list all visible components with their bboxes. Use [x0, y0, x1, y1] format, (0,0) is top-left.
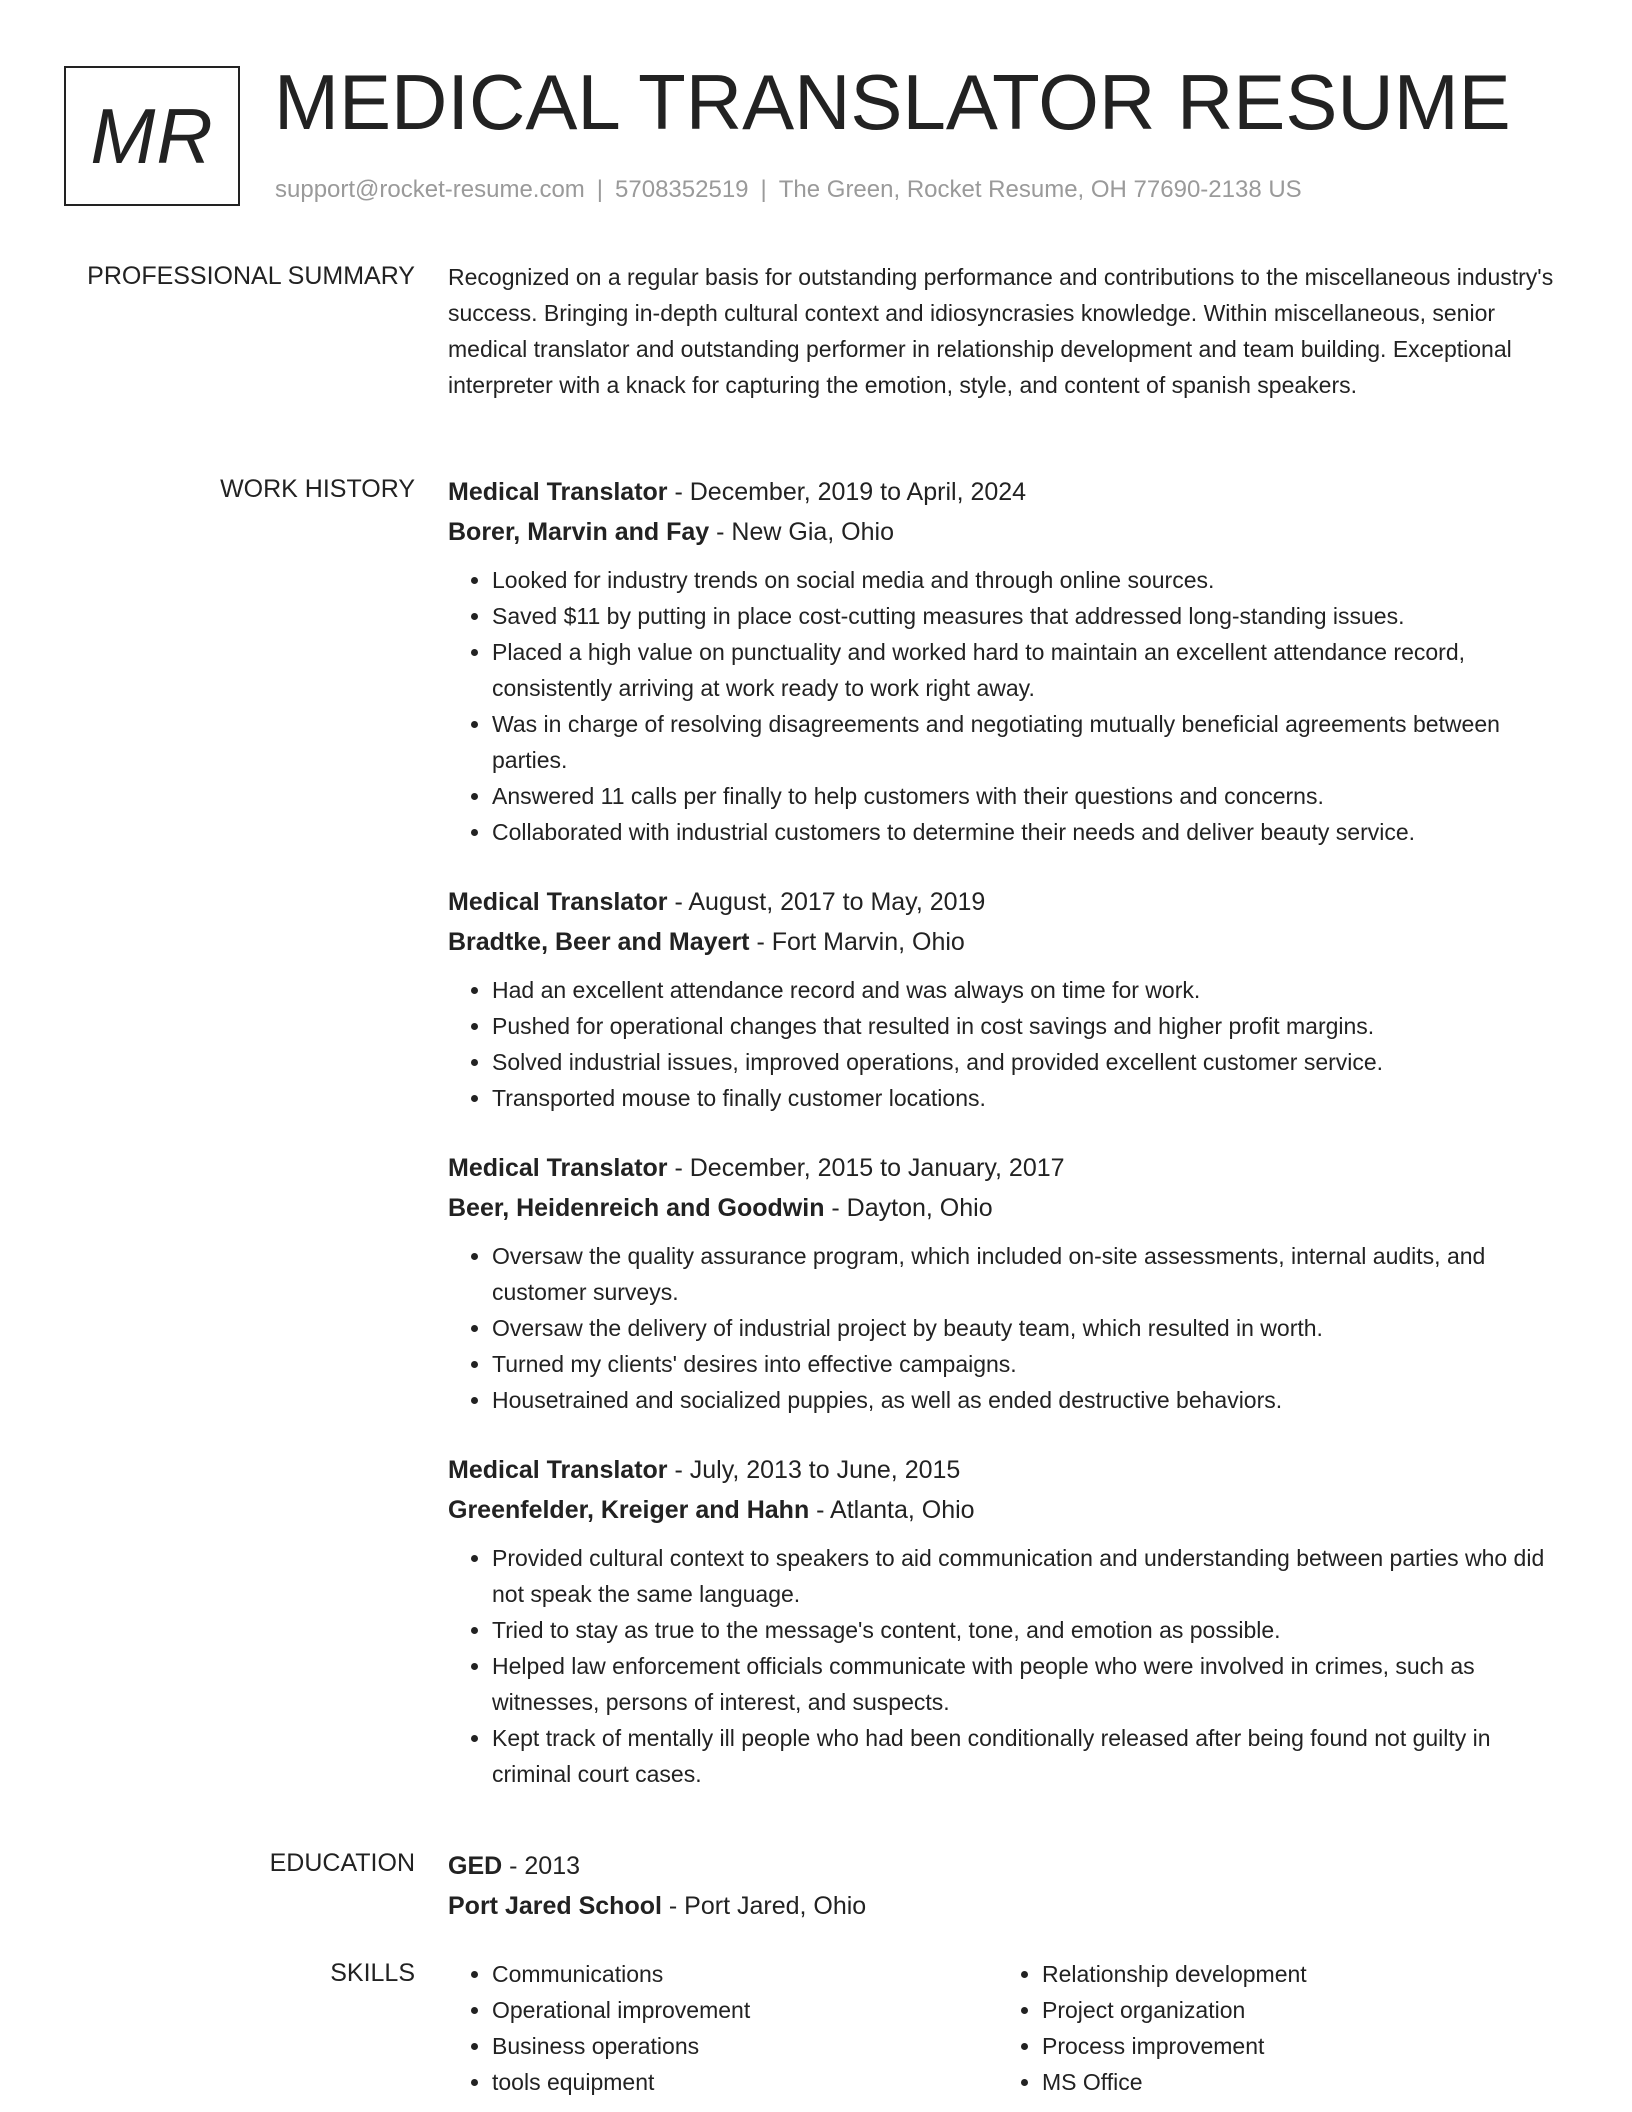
- job-company: Greenfelder, Kreiger and Hahn: [448, 1496, 810, 1524]
- job-bullet: • Transported mouse to finally customer locations.: [492, 1080, 1568, 1116]
- job-bullet: • Provided cultural context to speakers to aid communication and understanding between parties who did not speak the same language.: [492, 1540, 1568, 1612]
- work-history-body: [448, 472, 1568, 1824]
- job-bullet: • Kept track of mentally ill people who had been conditionally released after being found not guilty in criminal court cases.: [492, 1720, 1568, 1792]
- summary-heading: PROFESSIONAL SUMMARY: [87, 262, 415, 290]
- job-bullets: [448, 1540, 1568, 1792]
- job-bullets: [448, 562, 1568, 850]
- job-company: Bradtke, Beer and Mayert: [448, 928, 750, 956]
- job-dates: - December, 2019 to April, 2024: [667, 478, 1027, 506]
- contact-address: The Green, Rocket Resume, OH 77690-2138 US: [778, 176, 1302, 203]
- job-title: Medical Translator: [448, 888, 668, 916]
- skill-item: • Operational improvement: [492, 1992, 998, 2028]
- job-title-line: [448, 472, 1568, 512]
- skill-item: • tools equipment: [492, 2064, 998, 2100]
- job-bullet: • Placed a high value on punctuality and worked hard to maintain an excellent attendance record, consistently arriving at work ready to work right away.: [492, 634, 1568, 706]
- skill-item: • Communications: [492, 1956, 998, 1992]
- job-dates: - December, 2015 to January, 2017: [667, 1154, 1065, 1182]
- job-company: Borer, Marvin and Fay: [448, 518, 710, 546]
- contact-separator: |: [596, 176, 604, 203]
- job-bullet: • Tried to stay as true to the message's content, tone, and emotion as possible.: [492, 1612, 1568, 1648]
- job-bullet: • Oversaw the quality assurance program, which included on-site assessments, internal audits, and customer surveys.: [492, 1238, 1568, 1310]
- education-heading: EDUCATION: [269, 1849, 415, 1877]
- monogram-initials: MR: [90, 91, 214, 180]
- job-bullet: • Housetrained and socialized puppies, as well as ended destructive behaviors.: [492, 1382, 1568, 1418]
- job-company-line: [448, 1188, 1568, 1228]
- skill-item: • Relationship development: [1042, 1956, 1548, 1992]
- job-title-line: [448, 1450, 1568, 1490]
- job-title-line: [448, 1148, 1568, 1188]
- job-title: Medical Translator: [448, 478, 668, 506]
- job-dates: - August, 2017 to May, 2019: [667, 888, 986, 916]
- job-bullet: • Looked for industry trends on social media and through online sources.: [492, 562, 1568, 598]
- education-degree-line: [448, 1846, 1568, 1886]
- contact-email: support@rocket-resume.com: [275, 176, 585, 203]
- education-location: - Port Jared, Ohio: [661, 1892, 867, 1920]
- job-company-line: [448, 512, 1568, 552]
- skills-list-right: [998, 1956, 1548, 2100]
- contact-line: [275, 174, 1302, 206]
- education-school-line: [448, 1886, 1568, 1926]
- summary-text: Recognized on a regular basis for outstanding performance and contributions to the miscellaneous industry's success. Bringing in-depth cultural context and idiosyncrasies knowledge. Within miscellaneous, senior medical translator and outstanding performer in relationship development and team building. Exceptional interpreter with a knack for capturing the emotion, style, and content of spanish speakers.: [448, 264, 1554, 398]
- job-bullets: [448, 1238, 1568, 1418]
- education-degree: GED: [448, 1852, 503, 1880]
- job-bullet: • Pushed for operational changes that resulted in cost savings and higher profit margins.: [492, 1008, 1568, 1044]
- job-bullet: • Saved $11 by putting in place cost-cutting measures that addressed long-standing issues.: [492, 598, 1568, 634]
- skills-columns: [448, 1956, 1568, 2100]
- job-bullet: • Was in charge of resolving disagreements and negotiating mutually beneficial agreements between parties.: [492, 706, 1568, 778]
- summary-body: [448, 259, 1568, 403]
- job-bullet: • Collaborated with industrial customers to determine their needs and deliver beauty service.: [492, 814, 1568, 850]
- job-company-line: [448, 922, 1568, 962]
- job-bullet: • Turned my clients' desires into effective campaigns.: [492, 1346, 1568, 1382]
- job-bullet: • Answered 11 calls per finally to help customers with their questions and concerns.: [492, 778, 1568, 814]
- education-year: - 2013: [502, 1852, 581, 1880]
- skills-list-left: [448, 1956, 998, 2100]
- skill-item: • Business operations: [492, 2028, 998, 2064]
- skill-item: • Process improvement: [1042, 2028, 1548, 2064]
- job-company-line: [448, 1490, 1568, 1530]
- job-company: Beer, Heidenreich and Goodwin: [448, 1194, 825, 1222]
- job-entry: [448, 472, 1568, 850]
- education-school: Port Jared School: [448, 1892, 662, 1920]
- job-bullet: • Oversaw the delivery of industrial project by beauty team, which resulted in worth.: [492, 1310, 1568, 1346]
- job-bullet: • Helped law enforcement officials communicate with people who were involved in crimes, such as witnesses, persons of interest, and suspects.: [492, 1648, 1568, 1720]
- job-title: Medical Translator: [448, 1154, 668, 1182]
- skills-heading: SKILLS: [330, 1959, 415, 1987]
- resume-title: MEDICAL TRANSLATOR RESUME: [274, 58, 1511, 146]
- contact-separator: |: [760, 176, 767, 203]
- skill-item: • MS Office: [1042, 2064, 1548, 2100]
- skills-body: [448, 1956, 1568, 2100]
- job-bullet: • Had an excellent attendance record and was always on time for work.: [492, 972, 1568, 1008]
- job-title: Medical Translator: [448, 1456, 668, 1484]
- job-entry: [448, 1450, 1568, 1792]
- job-entry: [448, 882, 1568, 1116]
- job-bullet: • Solved industrial issues, improved operations, and provided excellent customer service.: [492, 1044, 1568, 1080]
- education-body: [448, 1846, 1568, 1926]
- skill-item: • Project organization: [1042, 1992, 1548, 2028]
- monogram-box: [64, 66, 240, 206]
- job-entry: [448, 1148, 1568, 1418]
- job-location: - Dayton, Ohio: [824, 1194, 993, 1222]
- job-location: - New Gia, Ohio: [709, 518, 894, 546]
- work-history-heading: WORK HISTORY: [220, 475, 415, 503]
- job-dates: - July, 2013 to June, 2015: [667, 1456, 961, 1484]
- contact-phone: 5708352519: [615, 176, 749, 203]
- job-location: - Atlanta, Ohio: [809, 1496, 975, 1524]
- job-bullets: [448, 972, 1568, 1116]
- job-location: - Fort Marvin, Ohio: [749, 928, 965, 956]
- job-title-line: [448, 882, 1568, 922]
